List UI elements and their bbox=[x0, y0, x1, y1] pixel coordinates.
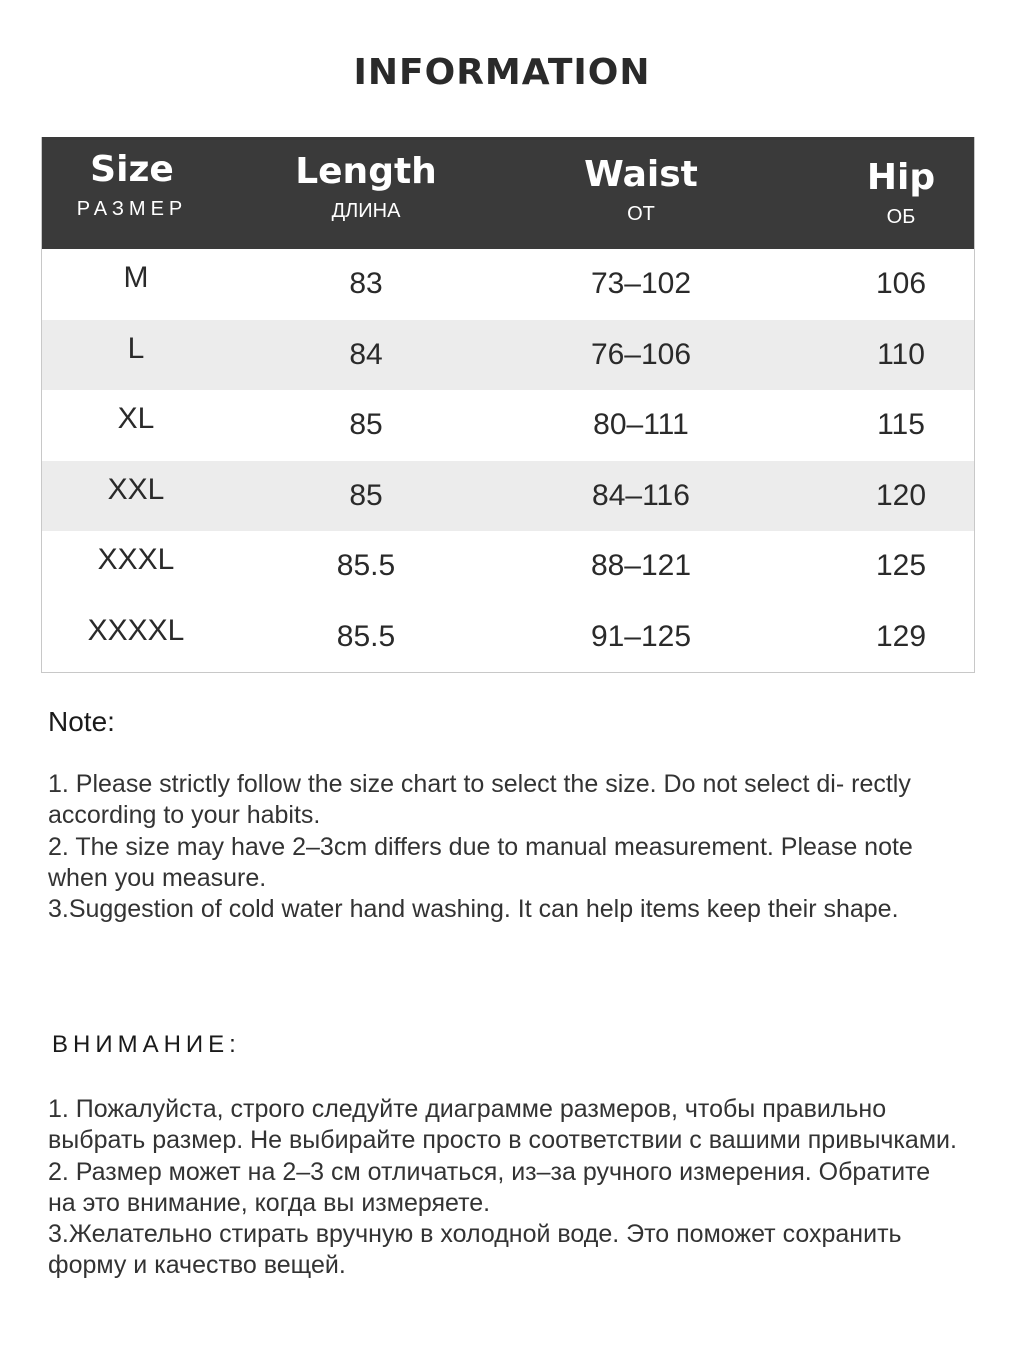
header-hip bbox=[801, 137, 1001, 249]
note-item: 3.Suggestion of cold water hand washing. It can help items keep their shape. bbox=[48, 895, 899, 924]
table-header bbox=[42, 137, 974, 249]
cell-size: XXXXL bbox=[87, 613, 185, 647]
cell-length: 85.5 bbox=[336, 549, 396, 582]
cell-size: XL bbox=[117, 402, 155, 435]
cell-length: 85 bbox=[349, 408, 383, 441]
cell-waist: 80–111 bbox=[593, 408, 689, 441]
header-size bbox=[52, 137, 212, 249]
table-row bbox=[42, 320, 974, 391]
table-row bbox=[42, 461, 974, 532]
table-row bbox=[42, 249, 974, 320]
cell-size: XXXL bbox=[97, 543, 175, 576]
size-chart-table bbox=[41, 137, 975, 673]
cell-hip: 110 bbox=[877, 337, 925, 371]
note-item-ru: 3.Желательно стирать вручную в холодной воде. Это поможет сохранить форму и качество вещей. bbox=[48, 1220, 902, 1280]
note-item-ru: 1. Пожалуйста, строго следуйте диаграмме размеров, чтобы правильно выбрать размер. Не выбирайте просто в соответствии с вашими привычками. bbox=[48, 1095, 957, 1155]
cell-size: L bbox=[127, 331, 145, 365]
note-list-ru bbox=[48, 1094, 963, 1282]
table-row bbox=[42, 390, 974, 461]
table-row bbox=[42, 531, 974, 602]
header-waist-ru: ОТ bbox=[627, 203, 655, 225]
header-hip-en: Hip bbox=[866, 157, 936, 198]
page-title: INFORMATION bbox=[353, 52, 651, 93]
cell-waist: 91–125 bbox=[590, 619, 692, 653]
cell-hip: 120 bbox=[875, 478, 927, 512]
cell-length: 83 bbox=[349, 267, 383, 300]
cell-length: 85 bbox=[349, 478, 383, 512]
table-row bbox=[42, 602, 974, 673]
header-length bbox=[266, 137, 466, 249]
note-item-ru: 2. Размер может на 2–3 см отличаться, из–за ручного измерения. Обратите на это внимание, когда вы измеряете. bbox=[48, 1157, 931, 1217]
note-item: 1. Please strictly follow the size chart to select the size. Do not select di- rectly according to your habits. bbox=[48, 770, 911, 830]
note-item: 2. The size may have 2–3cm differs due to manual measurement. Please note when you measure. bbox=[48, 832, 913, 892]
header-length-ru: ДЛИНА bbox=[331, 200, 401, 222]
header-waist bbox=[541, 137, 741, 249]
cell-length: 84 bbox=[349, 337, 383, 371]
cell-hip: 129 bbox=[875, 619, 927, 653]
note-title-ru: ВНИМАНИЕ: bbox=[52, 1031, 241, 1058]
header-hip-ru: ОБ bbox=[886, 206, 916, 228]
cell-size: M bbox=[123, 261, 149, 294]
cell-waist: 88–121 bbox=[590, 549, 692, 582]
note-title: Note: bbox=[48, 706, 115, 737]
header-size-ru: РАЗМЕР bbox=[76, 198, 188, 220]
header-length-en: Length bbox=[295, 151, 437, 192]
cell-hip: 106 bbox=[875, 267, 927, 300]
header-waist-en: Waist bbox=[584, 154, 698, 195]
header-size-en: Size bbox=[90, 149, 174, 190]
cell-size: XXL bbox=[107, 472, 165, 506]
cell-length: 85.5 bbox=[336, 619, 396, 653]
cell-waist: 73–102 bbox=[590, 267, 692, 300]
cell-hip: 125 bbox=[875, 549, 927, 582]
note-list bbox=[48, 769, 963, 925]
cell-waist: 76–106 bbox=[590, 337, 692, 371]
cell-waist: 84–116 bbox=[592, 478, 690, 512]
cell-hip: 115 bbox=[877, 408, 925, 441]
